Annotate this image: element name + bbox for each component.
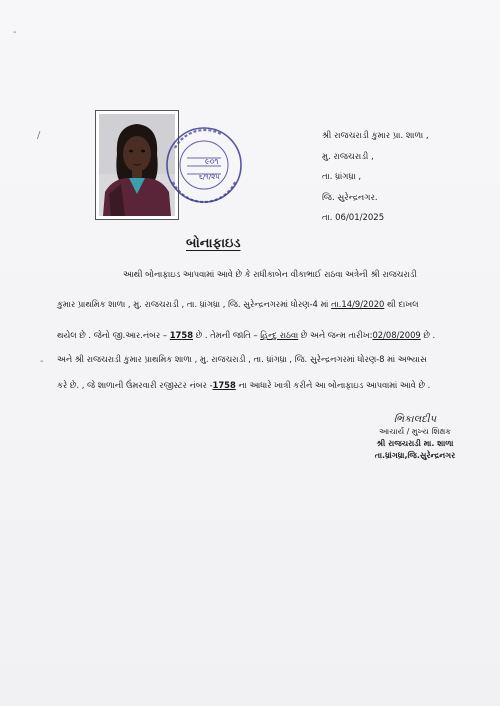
principal-signature-block <box>360 414 470 462</box>
scan-mark: - <box>40 356 44 367</box>
school-seal-stamp <box>165 126 243 204</box>
address-district: જિ. સુરેન્દ્રનગર. <box>322 192 378 203</box>
address-school: શ્રી રાજચરાડી કુમાર પ્રા. શાળા , <box>322 131 429 141</box>
birth-date: 02/08/2009 <box>372 330 421 340</box>
signature-school: શ્રી રાજચરાડી મા. શાળા <box>376 439 454 448</box>
gr-number: 1758 <box>169 330 194 340</box>
register-number: 1758 <box>212 380 236 390</box>
document-title: બોનાફાઇડ <box>186 236 241 251</box>
body-line-2: કુમાર પ્રાથમિક શાળા , મુ. રાજચરાડી , તા. ધ્રાંગધ્રા , જિ. સુરેન્દ્રનગરમાં ધોરણ-4 માં તા.14/9/2020 થી દાખલ <box>57 299 419 309</box>
body-line-1: આથી બોનાફાઇડ આપવામાં આવે છે કે રાધીકાબેન વીકાભાઈ રાઠવા અત્રેની શ્રી રાજચરાડી <box>123 269 417 279</box>
scan-mark: - <box>13 27 17 38</box>
signature-scrawl: ભિકાલદીપ <box>393 414 437 425</box>
seal-number: ૯૦૧ <box>205 157 219 166</box>
scan-mark: / <box>37 130 41 141</box>
caste: હિન્દુ રાઠવા <box>260 330 299 340</box>
address-taluka: તા. ધ્રાંગધ્રા , <box>322 172 362 182</box>
address-village: મુ. રાજચરાડી , <box>322 151 374 162</box>
body-line-3: થયેલ છે . જેનો જી.આર.નંબર – 1758 છે . તેમની જાતિ – હિન્દુ રાઠવા છે અને જન્મ તારીખ:02/08/2009 છે . <box>57 330 436 340</box>
seal-date: ૬/૧/૨૫ <box>199 173 220 181</box>
admission-date: તા.14/9/2020 <box>331 299 385 309</box>
body-line-5: કરે છે. , જે શાળાની ઉંમરવારી રજીસ્ટર નંબર -1758 ના આધારે ખાત્રી કરીને આ બોનાફાઇડ આપવામાં આવે છે . <box>57 380 431 390</box>
signature-place: તા.ધ્રાંગધ્રા,જિ.સુરેન્દ્રનગર <box>374 451 456 460</box>
body-line-4: અને શ્રી રાજચરાડી કુમાર પ્રાથમિક શાળા , મુ. રાજચરાડી , તા. ધ્રાંગધ્રા , જિ. સુરેન્દ્રનગરમાં ધોરણ-8 માં અભ્યાસ <box>57 354 427 364</box>
signature-role: આચાર્ય / મુખ્ય શિક્ષક <box>379 427 451 436</box>
school-address-block <box>322 126 429 229</box>
issue-date: તા. 06/01/2025 <box>322 213 385 223</box>
